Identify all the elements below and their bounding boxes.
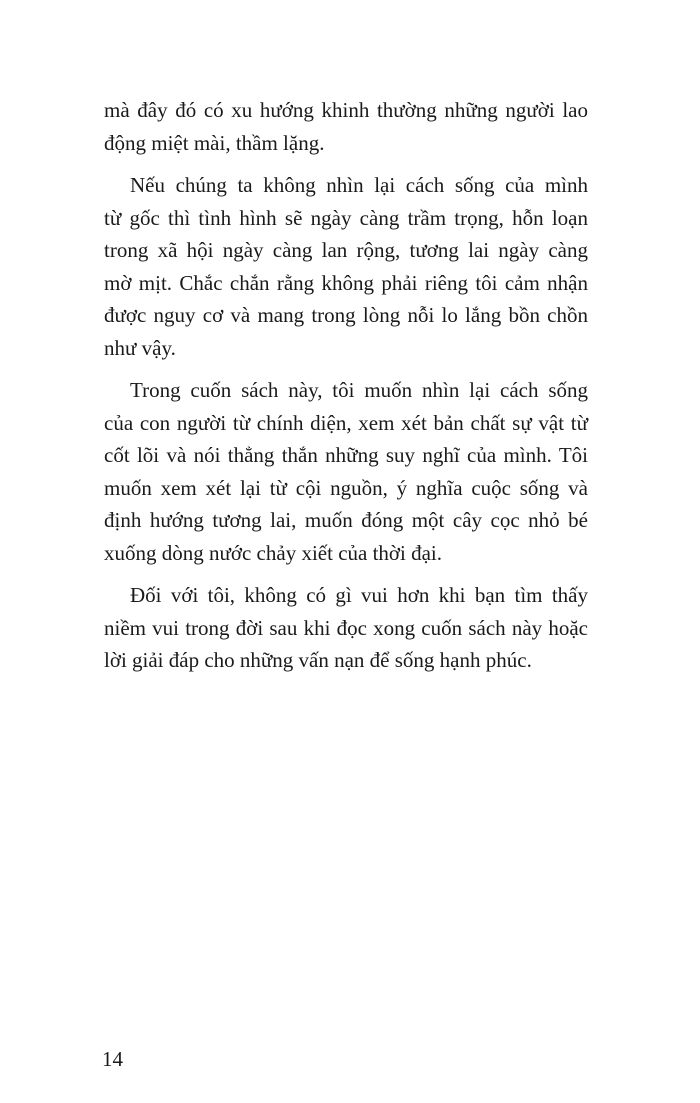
text-line: được nguy cơ và mang trong lòng nỗi lo lắng bồn chồn <box>104 303 588 327</box>
text-line: Đối với tôi, không có gì vui hơn khi bạn tìm thấy <box>130 583 588 607</box>
text-line: Nếu chúng ta không nhìn lại cách sống của mình <box>130 173 588 197</box>
text-line: cốt lõi và nói thẳng thắn những suy nghĩ của mình. Tôi <box>104 443 588 467</box>
body-text <box>104 94 588 677</box>
text-line: xuống dòng nước chảy xiết của thời đại. <box>104 540 443 565</box>
text-line: niềm vui trong đời sau khi đọc xong cuốn sách này hoặc <box>104 615 588 640</box>
text-line: định hướng tương lai, muốn đóng một cây cọc nhỏ bé <box>104 508 588 532</box>
text-line: Trong cuốn sách này, tôi muốn nhìn lại cách sống <box>130 378 588 402</box>
text-line: muốn xem xét lại từ cội nguồn, ý nghĩa cuộc sống và <box>104 475 588 500</box>
text-line: của con người từ chính diện, xem xét bản chất sự vật từ <box>104 410 588 435</box>
page-number: 14 <box>102 1047 123 1071</box>
text-line: từ gốc thì tình hình sẽ ngày càng trầm trọng, hỗn loạn <box>104 205 588 230</box>
paragraph-1 <box>104 94 588 159</box>
text-line: như vậy. <box>104 335 176 360</box>
paragraph-4 <box>104 579 588 677</box>
text-line: lời giải đáp cho những vấn nạn để sống hạnh phúc. <box>104 648 532 672</box>
paragraph-3 <box>104 374 588 569</box>
text-line: trong xã hội ngày càng lan rộng, tương lai ngày càng <box>104 238 588 262</box>
text-line: mà đây đó có xu hướng khinh thường những người lao <box>104 98 588 122</box>
text-line: mờ mịt. Chắc chắn rằng không phải riêng tôi cảm nhận <box>104 270 588 295</box>
text-line: động miệt mài, thầm lặng. <box>104 130 325 155</box>
paragraph-2 <box>104 169 588 364</box>
